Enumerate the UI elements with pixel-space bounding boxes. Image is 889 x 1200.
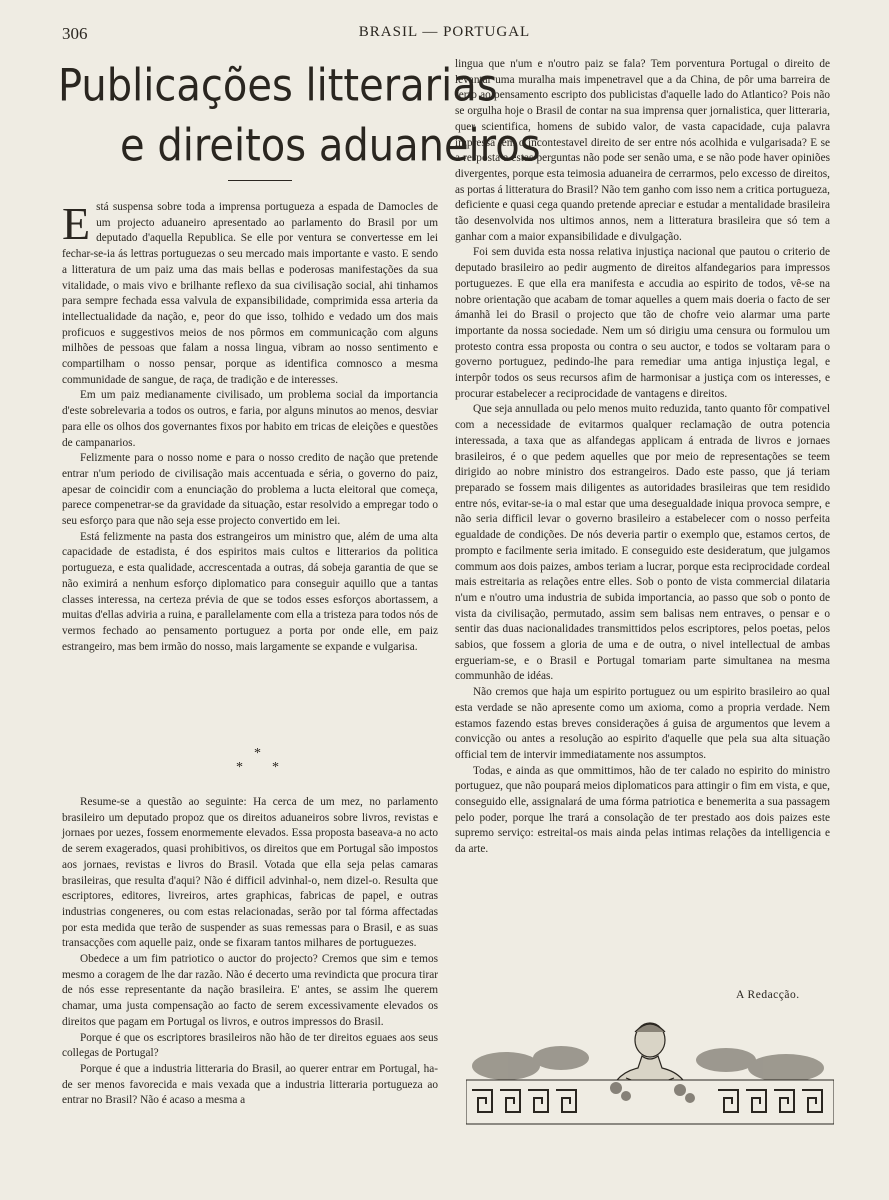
title-line-1: Publicações litterarias [58, 60, 498, 112]
paragraph: Não cremos que haja um espirito portuguez ou um espirito brasileiro ao qual esta verdade se não apresente como um axioma, como a propria verdade. Nem estamos fazendo estas breves considerações á guisa de argumentos que levem a convicção ou antes a resolução ao espirito d'aquelle que pela sua alta situação official tem de intervir immediatamente nos assumptos. [455, 686, 830, 761]
left-column-top [62, 200, 438, 655]
paragraph: Porque é que a industria litteraria do Brasil, ao querer entrar em Portugal, ha-de ser menos favorecida e mais vexada que a industria litteraria portugueza ao entrar no Brasil? Não é acaso a mesma a [62, 1062, 438, 1107]
paragraph: Que seja annullada ou pelo menos muito reduzida, tanto quanto fôr compativel com a necessidade de evitarmos qualquer reclamação de outra potencia interessada, a taxa que as alfandegas applicam á entrada de livros e jornaes brasileiros, é o que pedem aquelles que por meio de representações se teem dirigido ao nobre ministro dos estrangeiros. Dado este passo, que já teriam preparado se fossem mais diligentes as autoridades brasileiras que tem residido entre nós, evitar-se-ia o mal estar que uma desegualdade iniqua provoca sempre, e não seria difficil levar o governo brasileiro a estabelecer com o nosso perfeita egualdade de condições. De nós deveria partir o exemplo que, estamos certos, de prompto e facilmente seria imitado. E conseguido este desideratum, que julgamos commum aos dois paizes, ambos teriam a lucrar, porque esta reciprocidade cordeal mais estreitaria as relações entre elles. Sob o ponto de vista commercial dilataria n'um e n'outro uma industria de subida importancia, ao passo que sob o ponto de vista da civilisação, permutado, assim sem balisas nem entraves, o pensar e o sentir das duas nacionalidades transmittidos pelos escriptores, pelos poetas, pelos sabios, que fossem a gloria de uma e de outra, o nivel intellectual de ambas ergueriam-se, e o Brasil e Portugal tomariam parte simultanea na mesma communhão de idéas. [455, 403, 830, 683]
paragraph: lingua que n'um e n'outro paiz se fala? Tem porventura Portugal o direito de levantar uma muralha mais impenetravel que a da China, de pôr uma barreira de ferro ao pensamento escripto dos publicistas d'aquelle lado do Atlantico? Pois não se orgulha hoje o Brasil de contar na sua imprensa quer jornalistica, quer litteraria, quer scientifica, homens de subido valor, de vasta capacidade, cuja palavra impressa tem o incontestavel direito de ser entre nós acolhida e vulgarisada? E se a resposta a estas perguntas não pode ser senão uma, e se não pode haver opiniões divergentes, porque esta teimosia aduaneira de cerrarmos, pelo excesso de direitos, as portas á litteratura do Brasil? Não tem ganho com isso nem a critica portugueza, deficiente e quasi cega quando pretende apreciar e estudar a mentalidade brasileira tão desenvolvida nos ultimos annos, nem a litteratura brasileira que só tem a ganhar com a maior expansibilidade e divulgação. [455, 58, 830, 243]
section-separator-asterisks: * * * [236, 746, 279, 775]
paragraph: Foi sem duvida esta nossa relativa injustiça nacional que pautou o criterio de deputado brasileiro ao pedir augmento de direitos alfandegarios para impressos portuguezes. E que ella era manifesta e accudia ao espirito de todos, vê-se na nobre orientação que acabam de tomar aquelles a quem mais doeria o facto de ser ámanhã lei do Brasil o projecto que tão de chofre veio alarmar uma parte importante da nossa sociedade. Nem um só dirigiu uma censura ou formulou um protesto contra essa proposta ou contra o seu auctor, e todos se voltaram para o governo portuguez, pedindo-lhe para remediar uma antiga injustiça legal, e interpôr todos os seus recursos afim de harmonisar a justiça com os interesses, e procurar estabelecer a reciprocidade de vantagens e direitos. [455, 246, 830, 400]
bust-with-greek-key-frieze-icon [466, 1018, 834, 1126]
paragraph: Está suspensa sobre toda a imprensa portugueza a espada de Damocles de um projecto aduaneiro apresentado ao parlamento do Brasil por um deputado d'aquella Republica. Se elle por ventura se convertesse em lei fechar-se-ia ás lettras portuguezas o seu mercado mais importante e vasto. E sendo a litteratura de um paiz uma das mais bellas e poderosas manifestações da sua vitalidade, o mais vivo e brilhante reflexo da sua civilisação social, ahi tinhamos para sempre fechada essa valvula de expansibilidade, comprimida essa arteria da intellectualidade da nação, e, peor do que isso, tolhido e vedado um dos mais proficuos e suggestivos meios de nos pôrmos em communicação com alguns milhões de pessoas que falam a nossa lingua, vibram ao nosso sentimento e compartilham o nosso pensar, porque as identifica comnosco a mesma communidade de sangue, de raça, de tradição e de interesses. [62, 198, 438, 386]
paragraph: Felizmente para o nosso nome e para o nosso credito de nação que pretende entrar n'um periodo de civilisação mais accentuada e séria, o governo do paiz, apesar de coincidir com a enunciação do problema a lucta eleitoral que começa, parece compenetrar-se da gravidade da situação, estar resolvido a empregar todo o seu esforço para que não seja esse projecto convertido em lei. [62, 452, 438, 528]
title-divider [228, 180, 292, 181]
paragraph: Todas, e ainda as que ommittimos, hão de ter calado no espirito do ministro portuguez, que não poupará meios diplomaticos para attingir o fim em vista, e que, conseguido elle, assignalará de uma fórma patriotica e benemerita a sua passagem pelo poder, porque lhe trará a consolação de ter prestado aos dois paizes este supremo serviço: estreital-os mais ainda pelas intimas relações da intelligencia e da arte. [455, 764, 830, 856]
paragraph: Resume-se a questão ao seguinte: Ha cerca de um mez, no parlamento brasileiro um deputado propoz que os direitos aduaneiros sobre livros, revistas e jornaes por uezes, fossem enormemente elevados. Essa proposta baseava-a no acto de serem exagerados, quasi prohibitivos, os direitos que em Portugal são impostos aos jornaes, revistas e livros do Brasil. Votada que ella seja pelas camaras brasileiras, que resulta d'aqui? Não é difficil advinhal-o, nem dizel-o. Resulta que escriptores, editores, livreiros, artes graphicas, fabricas de papel, e outras industrias congeneres, ou com estas relacionadas, serão por tal fórma affectadas por esta medida que terão de suspender as suas remessas para o Brasil, e as suas transacções com aquelle paiz, onde se fixaram tantos milhares de portuguezes. [62, 796, 438, 950]
right-column [455, 57, 830, 858]
paragraph: Está felizmente na pasta dos estrangeiros um ministro que, além de uma alta capacidade de estadista, é dos espiritos mais cultos e litterarios da politica portugueza, e esta qualidade, accrescentada a outras, dá sobeja garantia de que se não eximirá a nenhum esforço diplomatico para conseguir aquillo que a tantas classes interessa, na certeza prévia de que se todos esses esforços abortassem, a muitas d'ellas adviria a ruina, e parallelamente com ella a tristeza para todos nós de vermos fechado ao pensamento portuguez a porta por onde elle, em paiz estrangeiro, mas bem irmão do nosso, mais largamente se expande e vulgarisa. [62, 530, 438, 653]
paragraph: Obedece a um fim patriotico o auctor do projecto? Cremos que sim e temos mesmo a coragem de lhe dar razão. Não é decerto uma revindicta que procura tirar de nós esse representante da nação brasileira. E' antes, se assim lhe querem chamar, uma justa compensação ao facto de serem excessivamente elevados os direitos que pagam em Portugal os livros, e outros impressos do Brasil. [62, 953, 438, 1028]
signature: A Redacção. [736, 989, 800, 1001]
left-column-bottom [62, 795, 438, 1109]
page-number: 306 [62, 24, 88, 43]
running-title: BRASIL — PORTUGAL [358, 24, 531, 40]
title-line-2: e direitos aduaneiros [120, 120, 541, 172]
drop-cap: E [62, 198, 91, 249]
paragraph: Em um paiz medianamente civilisado, um problema social da importancia d'este sobrelevaria a todos os outros, e faria, por alguns minutos ao menos, desviar para elle os olhos dos governantes fixos por habito em tricas de eleições e questões de campanarios. [62, 389, 438, 449]
paragraph: Porque é que os escriptores brasileiros não hão de ter direitos eguaes aos seus collegas de Portugal? [62, 1031, 438, 1060]
